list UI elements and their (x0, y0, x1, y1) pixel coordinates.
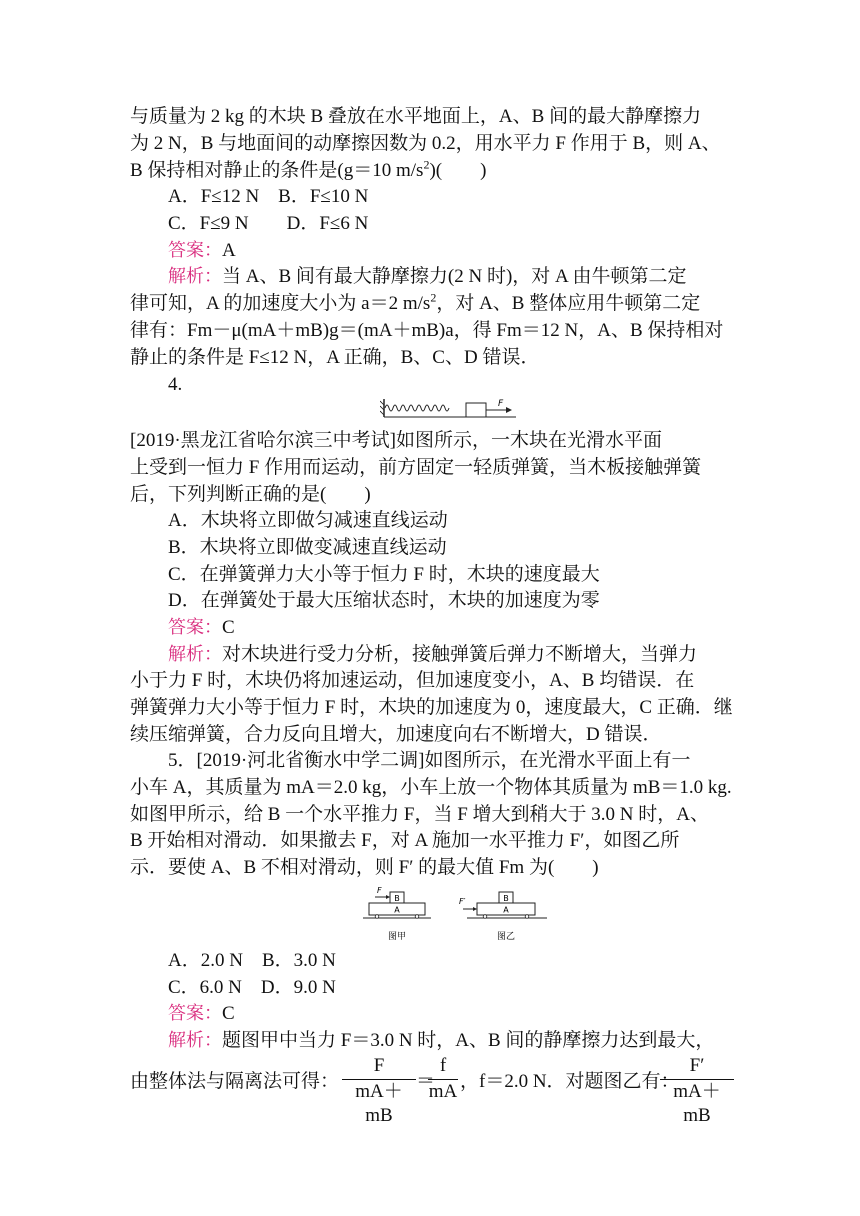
answer-value: C (222, 1003, 235, 1024)
q3-analysis-2 (130, 291, 700, 317)
cart-a-label: A (503, 905, 509, 915)
force-label: F (498, 399, 504, 409)
q3-line-3-text: B 保持相对静止的条件是(g＝10 m/s (130, 160, 424, 181)
force-f-prime-label: F′ (459, 897, 466, 906)
q3-line-1: 与质量为 2 kg 的木块 B 叠放在水平地面上，A、B 间的最大静摩擦力 (130, 106, 702, 127)
cart-figures (355, 882, 555, 944)
figure-jia-caption: 图甲 (387, 932, 407, 942)
q5-analysis-2-mid: ，f＝2.0 N．对题图乙有： (460, 1071, 680, 1092)
analysis-label: 解析： (168, 1030, 222, 1051)
q4-option-c: C．在弹簧弹力大小等于恒力 F 时，木块的速度最大 (168, 564, 600, 585)
q3-options-cd: C．F≤9 N D．F≤6 N (168, 213, 369, 234)
q4-analysis-1 (168, 642, 697, 668)
q4-option-a: A．木块将立即做匀减速直线运动 (168, 510, 448, 531)
q3-exponent: 2 (423, 157, 430, 172)
spring-block-figure (380, 396, 520, 422)
fraction-denominator: mA (428, 1081, 458, 1102)
fraction-fprime-over-mass (660, 1054, 734, 1128)
q4-line-1: [2019·黑龙江省哈尔滨三中考试]如图所示，一木块在光滑水平面 (130, 430, 662, 451)
analysis-label: 解析： (168, 644, 222, 665)
q3-answer (168, 238, 236, 264)
q5-line-5: 示．要使 A、B 不相对滑动，则 F′ 的最大值 Fm 为( ) (130, 857, 599, 878)
q5-line-1: 5．[2019·河北省衡水中学二调]如图所示，在光滑水平面上有一 (168, 750, 691, 771)
force-f-label: F (377, 886, 382, 895)
q3-line-3 (130, 158, 486, 184)
q4-option-b: B．木块将立即做变减速直线运动 (168, 537, 447, 558)
cart-a-label: A (394, 905, 400, 915)
answer-label: 答案： (168, 240, 222, 261)
fraction-f-over-mass (342, 1054, 416, 1128)
q5-analysis-2-prefix: 由整体法与隔离法可得： (130, 1071, 340, 1092)
q5-line-4: B 开始相对滑动．如果撤去 F，对 A 施加一水平推力 F′，如图乙所 (130, 830, 680, 851)
analysis-text: 对木块进行受力分析，接触弹簧后弹力不断增大，当弹力 (222, 644, 698, 665)
q5-options-ab: A．2.0 N B．3.0 N (168, 950, 336, 971)
answer-value: A (222, 240, 236, 261)
fraction-f-over-ma (428, 1054, 458, 1104)
q3-options-ab: A．F≤12 N B．F≤10 N (168, 186, 369, 207)
fraction-denominator: mA＋mB (673, 1081, 721, 1126)
analysis-text: 律可知，A 的加速度大小为 a＝2 m/s (130, 293, 431, 314)
q3-line-3-tail: )( ) (429, 160, 487, 181)
q4-number: 4. (168, 374, 183, 395)
analysis-exponent: 2 (430, 290, 437, 305)
q3-analysis-4: 静止的条件是 F≤12 N，A 正确，B、C、D 错误． (130, 347, 540, 368)
q3-analysis-1 (168, 264, 686, 290)
q5-options-cd: C．6.0 N D．9.0 N (168, 977, 336, 998)
analysis-text: ，对 A、B 整体应用牛顿第二定 (436, 293, 701, 314)
block-b-label: B (394, 894, 400, 903)
equals-sign: ＝ (416, 1071, 436, 1092)
q4-analysis-3: 弹簧弹力大小等于恒力 F 时，木块的加速度为 0，速度最大，C 正确．继 (130, 697, 733, 718)
figure-yi-caption: 图乙 (496, 932, 516, 942)
q5-analysis-1 (168, 1028, 714, 1054)
answer-value: C (222, 617, 235, 638)
fraction-denominator: mA＋mB (355, 1081, 403, 1126)
q4-option-d: D．在弹簧处于最大压缩状态时，木块的加速度为零 (168, 590, 600, 611)
answer-label: 答案： (168, 617, 222, 638)
q5-line-2: 小车 A，其质量为 mA＝2.0 kg，小车上放一个物体其质量为 mB＝1.0 kg. (130, 777, 732, 798)
block-b-label: B (503, 894, 509, 903)
q4-answer (168, 615, 235, 641)
analysis-text: 当 A、B 间有最大静摩擦力(2 N 时)，对 A 由牛顿第二定 (222, 266, 687, 287)
q3-analysis-3: 律有：Fm－μ(mA＋mB)g＝(mA＋mB)a，得 Fm＝12 N，A、B 保持相对 (130, 320, 724, 341)
q4-analysis-2: 小于力 F 时，木块仍将加速运动，但加速度变小，A、B 均错误．在 (130, 670, 695, 691)
fraction-numerator: F′ (660, 1054, 734, 1080)
q5-line-3: 如图甲所示，给 B 一个水平推力 F，当 F 增大到稍大于 3.0 N 时，A、 (130, 804, 710, 825)
q4-line-3: 后，下列判断正确的是( ) (130, 484, 371, 505)
answer-label: 答案： (168, 1003, 222, 1024)
analysis-text: 题图甲中当力 F＝3.0 N 时，A、B 间的静摩擦力达到最大， (222, 1030, 715, 1051)
q3-line-2: 为 2 N，B 与地面间的动摩擦因数为 0.2，用水平力 F 作用于 B，则 A、 (130, 133, 721, 154)
q5-answer (168, 1001, 235, 1027)
q4-analysis-4: 续压缩弹簧，合力反向且增大，加速度向右不断增大，D 错误． (130, 724, 662, 745)
analysis-label: 解析： (168, 266, 222, 287)
fraction-numerator: f (428, 1054, 458, 1080)
fraction-numerator: F (342, 1054, 416, 1080)
q4-line-2: 上受到一恒力 F 作用而运动，前方固定一轻质弹簧，当木板接触弹簧 (130, 457, 702, 478)
